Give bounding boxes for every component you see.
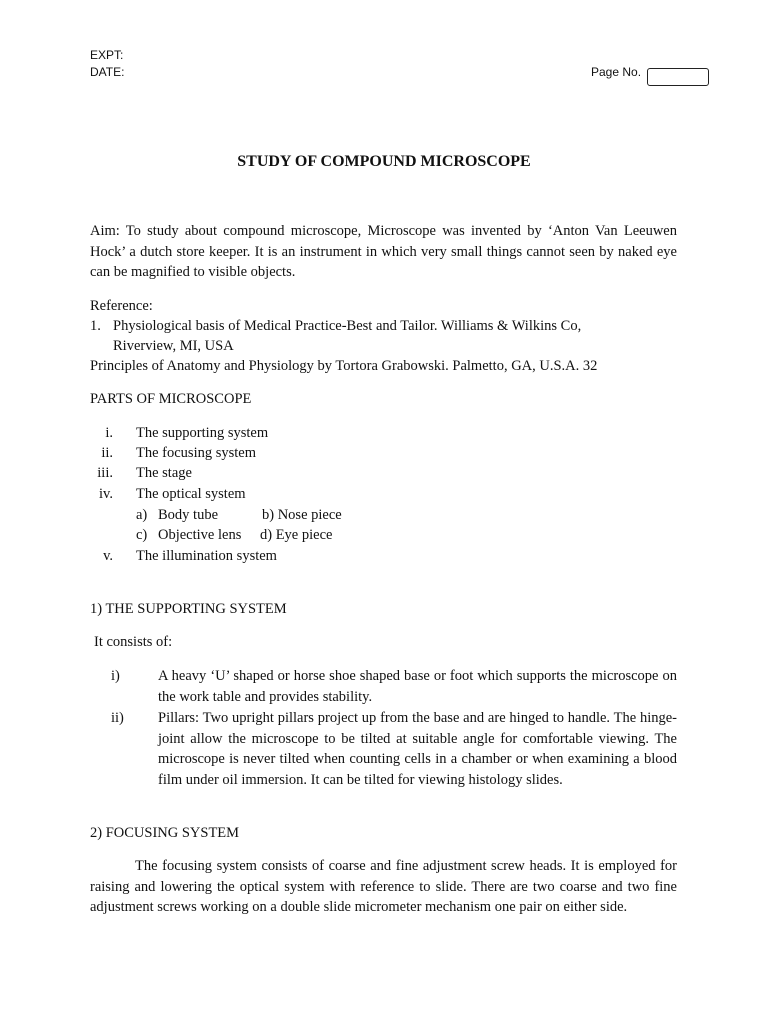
parts-item-text: The illumination system [136,548,277,564]
optical-sub-b: b) Nose piece [262,507,342,523]
reference-item-2: Principles of Anatomy and Physiology by Tortora Grabowski. Palmetto, GA, U.S.A. 32 [90,358,598,374]
aim-paragraph: Aim: To study about compound microscope, Microscope was invented by ‘Anton Van Leeuwen Hock’ a dutch store keeper. It is an instrument in which very small things cannot seen by naked eye can be magnified to visible objects. [90,223,677,281]
focusing-heading: 2) FOCUSING SYSTEM [90,825,240,841]
focusing-paragraph: The focusing system consists of coarse and fine adjustment screw heads. It is employed for raising and lowering the optical system with reference to slide. There are two coarse and two fine adjustment screws working on a double slide micrometer mechanism one pair on either side. [90,858,677,916]
supporting-heading: 1) THE SUPPORTING SYSTEM [90,601,287,617]
optical-sub-a-text: Body tube [158,507,219,523]
parts-item-text: The optical system [136,486,246,502]
parts-item-numeral: v. [103,548,113,564]
parts-item-numeral: ii. [101,445,113,461]
supporting-item-text: A heavy ‘U’ shaped or horse shoe shaped base or foot which supports the microscope on the work table and provides stability. [158,668,677,705]
reference-item-1-line-2: Riverview, MI, USA [113,338,234,354]
optical-sub-d: d) Eye piece [260,527,333,543]
supporting-item-label: i) [111,668,120,684]
optical-sub-a-label: a) [136,507,148,523]
page-title: STUDY OF COMPOUND MICROSCOPE [237,153,531,170]
reference-item-1-line-1: Physiological basis of Medical Practice-Best and Tailor. Williams & Wilkins Co, [113,318,582,334]
supporting-item-label: ii) [111,710,124,726]
parts-item-numeral: iv. [99,486,113,502]
parts-item-text: The stage [136,465,192,481]
reference-heading: Reference: [90,298,153,314]
page-no-label: Page No. [591,65,642,79]
date-label: DATE: [90,65,125,79]
page-no-box [647,68,709,86]
supporting-intro: It consists of: [94,634,173,650]
expt-label: EXPT: [90,48,124,62]
reference-item-number: 1. [90,318,101,334]
optical-sub-c-label: c) [136,527,148,543]
supporting-item-text: Pillars: Two upright pillars project up from the base and are hinged to handle. The hinge-joint allow the microscope to be tilted at suitable angle for comfortable viewing. The microscope is never tilted when counting cells in a chamber or when examining a blood film under oil immersion. It can be tilted for viewing histology slides. [158,710,677,788]
parts-item-numeral: iii. [97,465,113,481]
parts-heading: PARTS OF MICROSCOPE [90,391,252,407]
parts-item-text: The focusing system [136,445,257,461]
parts-item-text: The supporting system [136,425,269,441]
optical-sub-c-text: Objective lens [158,527,242,543]
parts-item-numeral: i. [105,425,113,441]
